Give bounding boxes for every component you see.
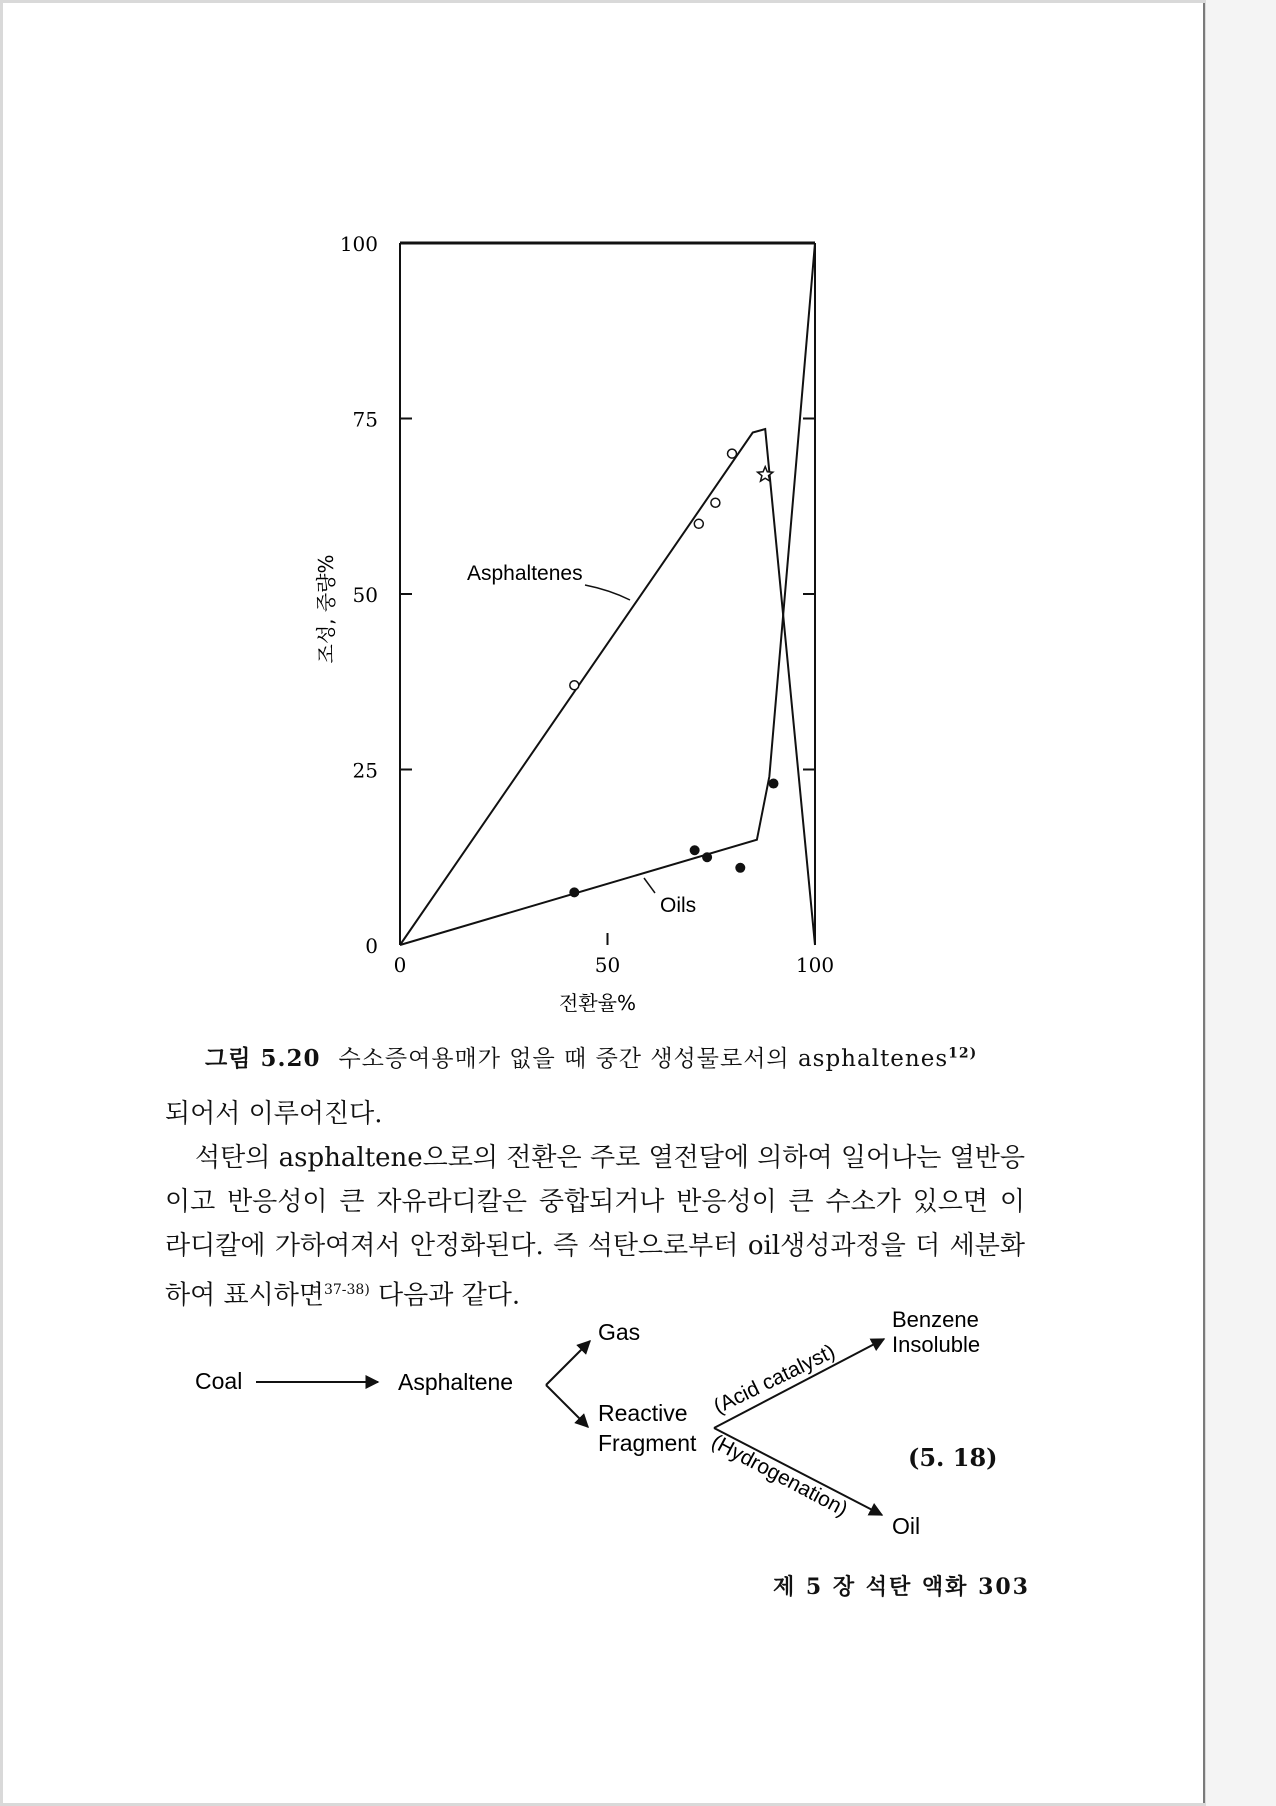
paragraph-text: 석탄의 asphaltene으로의 전환은 주로 열전달에 의하여 일어나는 열반응이고 반응성이 큰 자유라디칼은 중합되거나 반응성이 큰 수소가 있으면 이 라디칼에 가하여져서 안정화된다. 즉 석탄으로부터 oil생성과정을 더 세분화하여 표시하면 <box>165 1143 1025 1311</box>
figure-number: 그림 5.20 <box>205 1045 321 1072</box>
y-tick-label: 25 <box>352 758 378 783</box>
paragraph-ref: 37-38) <box>323 1282 370 1298</box>
y-tick-label: 0 <box>365 934 378 958</box>
arrow-to-gas <box>546 1341 590 1385</box>
scheme-reactive: Reactive <box>598 1400 688 1426</box>
y-axis-label: 조성, 중량% <box>314 554 338 664</box>
label-asphaltenes: Asphaltenes <box>467 562 583 585</box>
scheme-benzene: Benzene <box>892 1307 979 1332</box>
x-axis-label: 전환율% <box>559 991 636 1015</box>
equation-number: (5. 18) <box>908 1443 998 1472</box>
x-tick-label: 100 <box>795 953 835 977</box>
y-tick-label: 75 <box>352 407 378 432</box>
y-tick-label: 50 <box>352 583 378 607</box>
scheme-acid: (Acid catalyst) <box>710 1340 839 1419</box>
scheme-hydro: (Hydrogenation) <box>707 1430 852 1522</box>
x-tick-label: 50 <box>594 953 621 977</box>
scheme-gas: Gas <box>598 1319 641 1345</box>
caption-ref: 12) <box>948 1045 978 1062</box>
scheme-fragment: Fragment <box>598 1430 697 1456</box>
scheme-coal: Coal <box>195 1368 243 1394</box>
scheme-oil: Oil <box>892 1513 921 1539</box>
y-tick-label: 100 <box>339 232 378 256</box>
page-footer: 제 5 장 석탄 액화 303 <box>772 1574 1030 1600</box>
caption-text: 수소증여용매가 없을 때 중간 생성물로서의 asphaltenes <box>338 1046 949 1072</box>
scheme-asphaltene: Asphaltene <box>398 1369 514 1395</box>
body-line-1: 되어서 이루어진다. <box>165 1099 383 1129</box>
paragraph-end: 다음과 같다. <box>369 1280 521 1311</box>
scheme-insoluble: Insoluble <box>892 1332 981 1357</box>
label-oils: Oils <box>660 894 697 917</box>
x-tick-label: 0 <box>393 953 407 977</box>
arrow-to-reactive <box>546 1385 588 1427</box>
